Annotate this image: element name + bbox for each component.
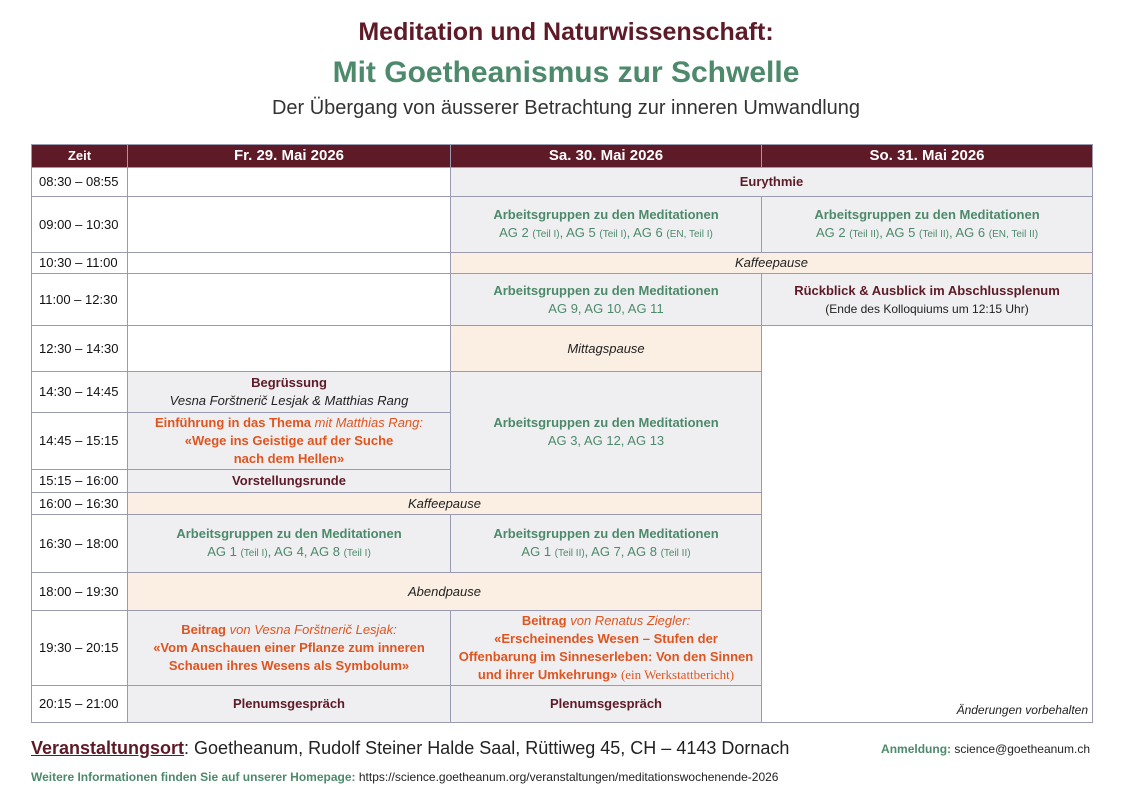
ag-title: Arbeitsgruppen zu den Meditationen [493, 206, 719, 222]
venue-label: Veranstaltungsort [31, 738, 185, 758]
sa-0900-cell [451, 197, 762, 253]
eurythmie-label: Eurythmie [739, 174, 804, 189]
time-cell: 10:30 – 11:00 [32, 253, 128, 274]
fr-2015-cell [128, 686, 451, 723]
abschluss-title: Rückblick & Ausblick im Abschlussplenum [794, 282, 1060, 298]
time-cell: 18:00 – 19:30 [32, 573, 128, 611]
so-1100-cell [762, 274, 1093, 326]
changes-note: Änderungen vorbehalten [956, 703, 1088, 717]
abendpause-cell: Abendpause [128, 573, 762, 611]
empty-cell [128, 274, 451, 326]
page-subtitle: Mit Goetheanismus zur Schwelle [332, 56, 800, 89]
ag-list: AG 3, AG 12, AG 13 [547, 433, 665, 448]
info-line [31, 770, 778, 784]
anmeldung-line [881, 742, 1090, 756]
empty-cell [128, 253, 451, 274]
fr-1930-cell [128, 611, 451, 686]
einfuehrung-line2: «Wege ins Geistige auf der Suche [184, 433, 394, 448]
schedule-table [31, 144, 1093, 723]
ag-list: AG 1 (Teil II), AG 7, AG 8 (Teil II) [521, 543, 691, 559]
header-friday: Fr. 29. Mai 2026 [128, 145, 451, 168]
info-url[interactable]: https://science.goetheanum.org/veranstaltungen/meditationswochenende-2026 [358, 770, 779, 784]
beitrag-line4: und ihrer Umkehrung» [477, 667, 618, 682]
begruessung-names: Vesna Forštnerič Lesjak & Matthias Rang [169, 393, 409, 408]
time-cell: 08:30 – 08:55 [32, 168, 128, 197]
beitrag-line2: «Erscheinendes Wesen – Stufen der [494, 631, 718, 646]
fr-1430-cell [128, 372, 451, 413]
time-cell: 20:15 – 21:00 [32, 686, 128, 723]
time-cell: 16:00 – 16:30 [32, 493, 128, 515]
ag-list: AG 2 (Teil I), AG 5 (Teil I), AG 6 (EN, Teil I) [499, 224, 713, 240]
beitrag-speaker: von Renatus Ziegler: [570, 613, 691, 628]
ag-title: Arbeitsgruppen zu den Meditationen [493, 415, 719, 430]
time-cell: 12:30 – 14:30 [32, 326, 128, 372]
abschluss-sub: (Ende des Kolloquiums um 12:15 Uhr) [825, 301, 1029, 316]
page-tagline: Der Übergang von äusserer Betrachtung zur inneren Umwandlung [271, 97, 861, 119]
mittagspause-cell: Mittagspause [451, 326, 762, 372]
begruessung-title: Begrüssung [251, 375, 327, 390]
kaffeepause-cell: Kaffeepause [128, 493, 762, 515]
sa-1100-cell [451, 274, 762, 326]
info-label: Weitere Informationen finden Sie auf unserer Homepage: [31, 770, 356, 784]
venue-text: : Goetheanum, Rudolf Steiner Halde Saal, Rüttiweg 45, CH – 4143 Dornach [184, 738, 790, 758]
venue-line [31, 738, 789, 759]
beitrag-line2: «Vom Anschauen einer Pflanze zum inneren [153, 640, 425, 655]
time-cell: 14:30 – 14:45 [32, 372, 128, 413]
beitrag-label: Beitrag [181, 622, 226, 637]
sa-1630-cell [451, 515, 762, 573]
anmeldung-label: Anmeldung: [881, 742, 952, 756]
fr-1515-cell [128, 470, 451, 493]
beitrag-speaker: von Vesna Forštnerič Lesjak: [229, 622, 397, 637]
beitrag-line3: Schauen ihres Wesens als Symbolum» [168, 658, 410, 673]
time-cell: 11:00 – 12:30 [32, 274, 128, 326]
time-cell: 14:45 – 15:15 [32, 413, 128, 470]
sa-1930-cell [451, 611, 762, 686]
sa-2015-cell [451, 686, 762, 723]
kaffeepause-cell: Kaffeepause [451, 253, 1093, 274]
ag-list: AG 9, AG 10, AG 11 [548, 300, 664, 316]
time-cell: 09:00 – 10:30 [32, 197, 128, 253]
so-0900-cell [762, 197, 1093, 253]
eurythmie-cell [451, 168, 1093, 197]
empty-cell [128, 168, 451, 197]
empty-cell [128, 326, 451, 372]
page-title: Meditation und Naturwissenschaft: [358, 18, 774, 46]
einfuehrung-speaker: mit Matthias Rang: [314, 415, 423, 430]
ag-title: Arbeitsgruppen zu den Meditationen [176, 525, 402, 541]
beitrag-line3: Offenbarung im Sinneserleben: Von den Sinnen [458, 649, 754, 664]
einfuehrung-line3: nach dem Hellen» [233, 451, 345, 466]
fr-1445-cell [128, 413, 451, 470]
time-cell: 16:30 – 18:00 [32, 515, 128, 573]
beitrag-label: Beitrag [521, 613, 567, 628]
header-saturday: Sa. 30. Mai 2026 [451, 145, 762, 168]
empty-cell [128, 197, 451, 253]
time-cell: 19:30 – 20:15 [32, 611, 128, 686]
ag-title: Arbeitsgruppen zu den Meditationen [493, 282, 719, 298]
beitrag-werkstatt: (ein Werkstattbericht) [620, 667, 735, 682]
ag-list: AG 1 (Teil I), AG 4, AG 8 (Teil I) [207, 543, 371, 559]
fr-1630-cell [128, 515, 451, 573]
time-cell: 15:15 – 16:00 [32, 470, 128, 493]
sa-1430-cell [451, 372, 762, 493]
ag-title: Arbeitsgruppen zu den Meditationen [493, 525, 719, 541]
header-sunday: So. 31. Mai 2026 [762, 145, 1093, 168]
einfuehrung-title: Einführung in das Thema [154, 415, 311, 430]
plenum-label: Plenumsgespräch [233, 696, 345, 711]
ag-list: AG 2 (Teil II), AG 5 (Teil II), AG 6 (EN, Teil II) [815, 224, 1039, 240]
vorstellungsrunde: Vorstellungsrunde [232, 473, 346, 488]
sunday-afternoon-blank [762, 326, 1093, 723]
ag-title: Arbeitsgruppen zu den Meditationen [814, 206, 1040, 222]
header-zeit: Zeit [32, 145, 128, 168]
anmeldung-email[interactable]: science@goetheanum.ch [954, 742, 1090, 756]
plenum-label: Plenumsgespräch [550, 696, 662, 711]
